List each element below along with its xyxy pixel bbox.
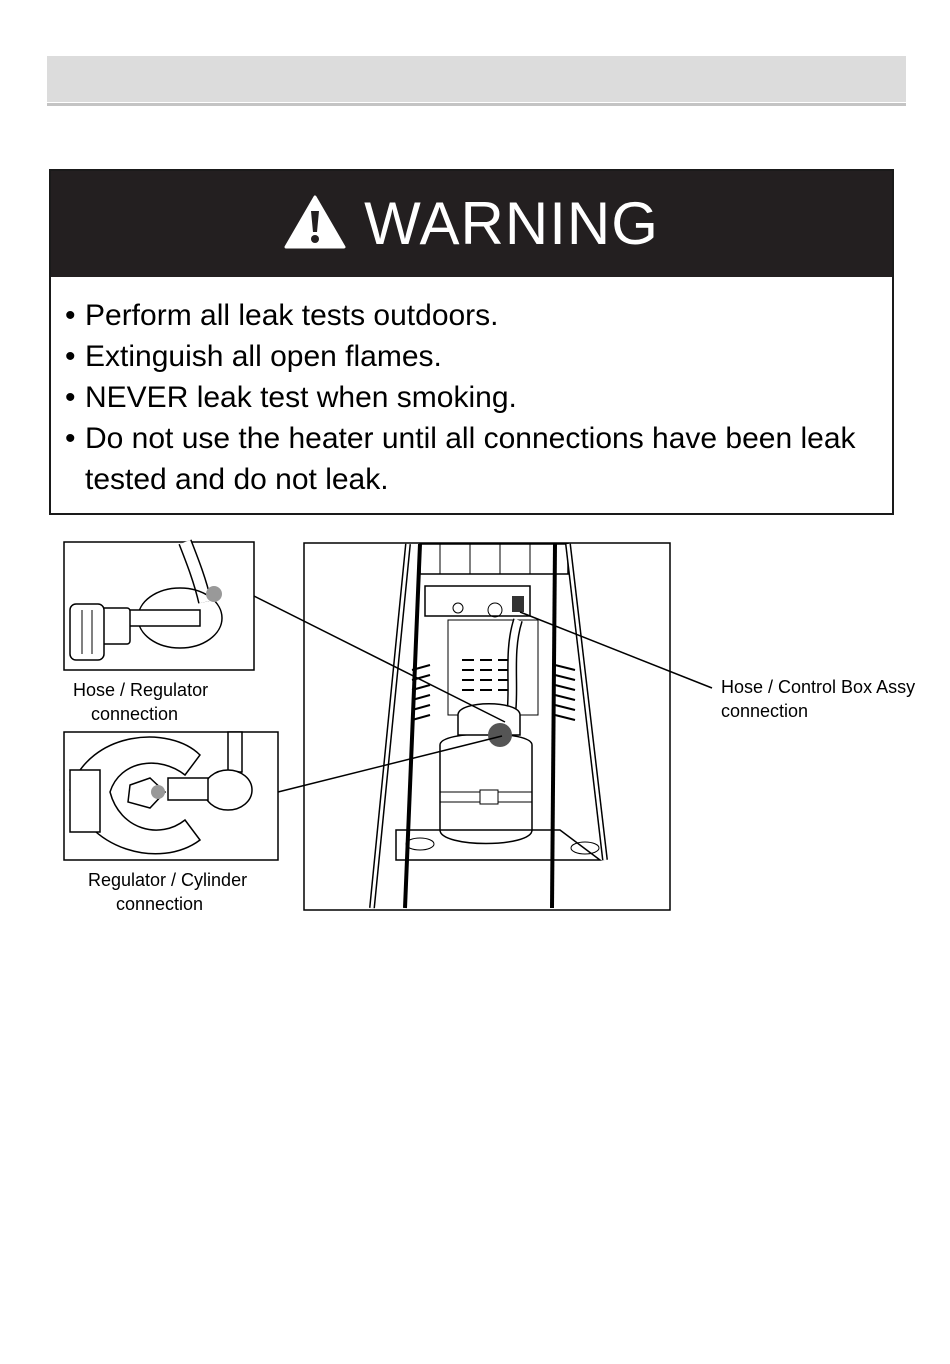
warning-box	[49, 169, 894, 515]
warning-header	[51, 171, 892, 277]
warning-item: • Extinguish all open flames.	[63, 336, 882, 377]
heater-illustration	[304, 543, 670, 910]
regulator-cylinder-label	[88, 868, 247, 916]
hose-control-box-label-line: connection	[721, 701, 809, 721]
hose-regulator-inset	[64, 542, 254, 670]
warning-item: • Do not use the heater until all connections have been leak tested and do not leak.	[63, 418, 882, 500]
hose-regulator-label	[73, 678, 208, 726]
section-header-bar	[47, 56, 906, 102]
warning-title: WARNING	[364, 190, 659, 257]
warning-list	[63, 295, 882, 500]
regulator-cylinder-label-line: Regulator / Cylinder	[88, 870, 248, 890]
hose-regulator-label-line: connection	[91, 704, 179, 724]
regulator-cylinder-inset	[64, 732, 278, 860]
regulator-cylinder-label-line: connection	[116, 894, 204, 914]
warning-triangle-icon	[284, 195, 346, 249]
warning-item: • Perform all leak tests outdoors.	[63, 295, 882, 336]
section-header-rule	[47, 103, 906, 106]
warning-item: • NEVER leak test when smoking.	[63, 377, 882, 418]
hose-control-box-label	[721, 675, 915, 723]
hose-control-box-label-line: Hose / Control Box Assy	[721, 677, 916, 697]
hose-regulator-label-line: Hose / Regulator	[73, 680, 209, 700]
